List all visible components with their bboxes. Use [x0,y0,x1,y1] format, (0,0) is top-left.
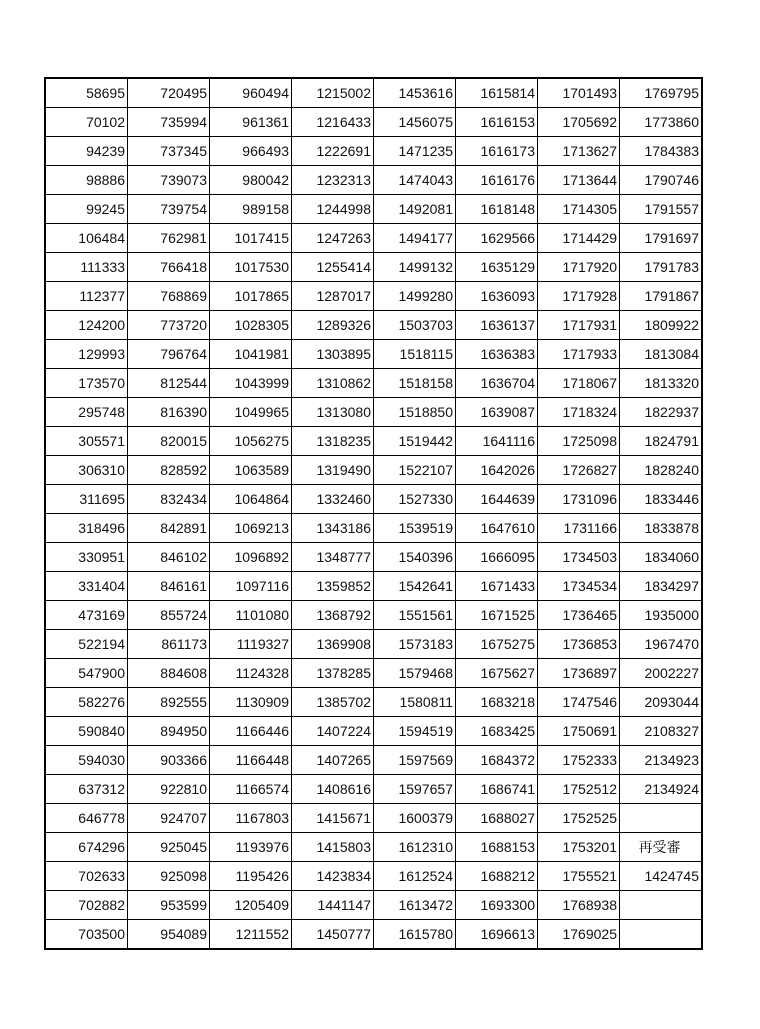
table-cell: 1518115 [374,340,456,369]
table-cell: 1705692 [538,108,620,137]
table-cell: 1166446 [210,717,292,746]
table-cell: 960494 [210,78,292,108]
table-cell: 954089 [128,920,210,950]
table-cell: 1539519 [374,514,456,543]
table-cell: 773720 [128,311,210,340]
table-cell: 1935000 [620,601,703,630]
table-cell: 812544 [128,369,210,398]
table-cell [620,891,703,920]
table-cell: 925098 [128,862,210,891]
table-cell: 762981 [128,224,210,253]
table-cell: 925045 [128,833,210,862]
table-row [45,688,702,717]
table-cell: 1385702 [292,688,374,717]
table-cell: 1791557 [620,195,703,224]
table-row [45,282,702,311]
table-cell: 828592 [128,456,210,485]
table-cell: 1348777 [292,543,374,572]
table-cell: 1232313 [292,166,374,195]
table-cell: 1205409 [210,891,292,920]
table-cell: 98886 [45,166,128,195]
table-row [45,775,702,804]
table-cell: 846161 [128,572,210,601]
table-row [45,340,702,369]
table-cell: 1713644 [538,166,620,195]
table-cell: 1967470 [620,630,703,659]
table-cell: 1289326 [292,311,374,340]
table-cell: 1813084 [620,340,703,369]
table-cell: 855724 [128,601,210,630]
table-cell: 1124328 [210,659,292,688]
table-row [45,369,702,398]
table-cell: 1211552 [210,920,292,950]
table-row [45,804,702,833]
table-cell: 473169 [45,601,128,630]
table-cell: 1635129 [456,253,538,282]
table-cell: 1718067 [538,369,620,398]
table-cell: 1518850 [374,398,456,427]
table-cell: 1717933 [538,340,620,369]
table-row [45,659,702,688]
table-cell: 1441147 [292,891,374,920]
table-cell: 1594519 [374,717,456,746]
table-cell: 1714429 [538,224,620,253]
table-cell: 1736897 [538,659,620,688]
table-cell: 1784383 [620,137,703,166]
table-cell: 1752512 [538,775,620,804]
table-cell: 1822937 [620,398,703,427]
table-cell: 1790746 [620,166,703,195]
table-cell: 924707 [128,804,210,833]
table-cell: 590840 [45,717,128,746]
table-cell: 1527330 [374,485,456,514]
table-cell: 1813320 [620,369,703,398]
table-cell: 330951 [45,543,128,572]
table-cell: 861173 [128,630,210,659]
table-cell: 894950 [128,717,210,746]
table-row [45,572,702,601]
table-cell: 832434 [128,485,210,514]
table-cell: 94239 [45,137,128,166]
table-cell: 1542641 [374,572,456,601]
table-cell: 1303895 [292,340,374,369]
table-cell: 1736465 [538,601,620,630]
table-row [45,485,702,514]
table-row [45,456,702,485]
table-cell: 111333 [45,253,128,282]
table-cell: 1675275 [456,630,538,659]
table-cell: 2002227 [620,659,703,688]
table-cell: 1688212 [456,862,538,891]
table-row [45,891,702,920]
table-cell: 1522107 [374,456,456,485]
table-cell: 739754 [128,195,210,224]
table-cell: 1639087 [456,398,538,427]
table-cell: 1423834 [292,862,374,891]
table-cell: 1255414 [292,253,374,282]
table-row [45,862,702,891]
table-cell: 1017865 [210,282,292,311]
table-cell: 106484 [45,224,128,253]
table-cell: 1056275 [210,427,292,456]
table-cell: 1518158 [374,369,456,398]
table-cell: 99245 [45,195,128,224]
table-cell [620,920,703,950]
table-cell: 1499132 [374,253,456,282]
table-cell: 1319490 [292,456,374,485]
table-cell: 737345 [128,137,210,166]
table-cell: 961361 [210,108,292,137]
table-cell: 884608 [128,659,210,688]
table-cell: 1573183 [374,630,456,659]
table-cell: 1791867 [620,282,703,311]
table-cell: 1028305 [210,311,292,340]
table-cell: 1736853 [538,630,620,659]
table-cell: 1313080 [292,398,374,427]
table-cell: 1629566 [456,224,538,253]
table-row [45,514,702,543]
table-cell: 1017530 [210,253,292,282]
table-cell: 1701493 [538,78,620,108]
table-cell: 582276 [45,688,128,717]
table-cell: 1453616 [374,78,456,108]
table-cell: 1717920 [538,253,620,282]
table-cell: 892555 [128,688,210,717]
table-cell: 311695 [45,485,128,514]
table-cell: 739073 [128,166,210,195]
table-cell: 1580811 [374,688,456,717]
table-cell: 1834060 [620,543,703,572]
table-cell: 1519442 [374,427,456,456]
table-cell: 1343186 [292,514,374,543]
table-cell: 1287017 [292,282,374,311]
table-cell: 1424745 [620,862,703,891]
table-cell: 1683218 [456,688,538,717]
table-cell: 1734503 [538,543,620,572]
table-cell: 1688153 [456,833,538,862]
table-cell: 1247263 [292,224,374,253]
table-cell: 1713627 [538,137,620,166]
table-cell: 842891 [128,514,210,543]
table-cell: 1096892 [210,543,292,572]
table-cell: 1636383 [456,340,538,369]
table-cell: 1731166 [538,514,620,543]
table-row [45,137,702,166]
table-row [45,398,702,427]
table-cell: 674296 [45,833,128,862]
table-cell: 1332460 [292,485,374,514]
table-cell: 1613472 [374,891,456,920]
table-cell: 1579468 [374,659,456,688]
table-row [45,543,702,572]
table-cell: 702633 [45,862,128,891]
table-cell: 816390 [128,398,210,427]
table-cell: 1494177 [374,224,456,253]
table-cell: 1750691 [538,717,620,746]
table-cell: 1731096 [538,485,620,514]
table-cell: 1318235 [292,427,374,456]
table-row [45,601,702,630]
table-cell: 112377 [45,282,128,311]
table-cell: 1166574 [210,775,292,804]
table-cell: 1666095 [456,543,538,572]
table-cell: 1725098 [538,427,620,456]
table-cell: 2108327 [620,717,703,746]
table-cell: 70102 [45,108,128,137]
table-cell: 1636093 [456,282,538,311]
table-cell: 1752525 [538,804,620,833]
table-cell: 1828240 [620,456,703,485]
table-cell: 1833878 [620,514,703,543]
table-cell: 1693300 [456,891,538,920]
table-cell: 1499280 [374,282,456,311]
table-cell: 1647610 [456,514,538,543]
table-cell: 129993 [45,340,128,369]
table-cell: 1726827 [538,456,620,485]
table-cell: 1752333 [538,746,620,775]
table-cell: 1616153 [456,108,538,137]
table-cell: 1686741 [456,775,538,804]
table-cell: 1193976 [210,833,292,862]
table-cell: 1597657 [374,775,456,804]
table-cell: 1791783 [620,253,703,282]
table-cell: 1492081 [374,195,456,224]
table-cell: 1755521 [538,862,620,891]
table-cell: 1834297 [620,572,703,601]
table-cell: 1456075 [374,108,456,137]
table-cell: 1636704 [456,369,538,398]
table-cell: 1369908 [292,630,374,659]
table-cell: 1017415 [210,224,292,253]
table-cell: 702882 [45,891,128,920]
table-cell: 796764 [128,340,210,369]
table-cell: 903366 [128,746,210,775]
table-cell: 1616173 [456,137,538,166]
table-cell: 1636137 [456,311,538,340]
table-cell: 820015 [128,427,210,456]
table-row [45,195,702,224]
table-cell: 1215002 [292,78,374,108]
table-cell: 1671433 [456,572,538,601]
table-cell: 966493 [210,137,292,166]
table-cell: 1675627 [456,659,538,688]
table-cell: 2134924 [620,775,703,804]
table-cell: 2093044 [620,688,703,717]
table-cell: 再受審 [620,833,703,862]
table-cell: 1768938 [538,891,620,920]
table-cell: 1167803 [210,804,292,833]
table-cell: 1101080 [210,601,292,630]
table-cell: 989158 [210,195,292,224]
table-cell: 922810 [128,775,210,804]
table-cell: 1474043 [374,166,456,195]
table-cell: 1769795 [620,78,703,108]
table-cell: 1551561 [374,601,456,630]
table-cell: 305571 [45,427,128,456]
table-cell: 1378285 [292,659,374,688]
table-cell: 953599 [128,891,210,920]
table-cell: 1310862 [292,369,374,398]
table-row [45,78,702,108]
table-cell: 1166448 [210,746,292,775]
table-cell: 846102 [128,543,210,572]
table-cell: 1097116 [210,572,292,601]
table-cell: 1688027 [456,804,538,833]
table-cell: 1359852 [292,572,374,601]
table-cell: 1684372 [456,746,538,775]
table-cell: 1718324 [538,398,620,427]
table-cell: 646778 [45,804,128,833]
table-cell: 1671525 [456,601,538,630]
table-cell: 1769025 [538,920,620,950]
table-cell: 1833446 [620,485,703,514]
table-cell: 1222691 [292,137,374,166]
table-cell: 1069213 [210,514,292,543]
table-cell: 768869 [128,282,210,311]
table-cell: 1119327 [210,630,292,659]
table-cell: 1244998 [292,195,374,224]
table-cell: 1049965 [210,398,292,427]
table-cell: 1041981 [210,340,292,369]
table-cell: 1642026 [456,456,538,485]
table-cell [620,804,703,833]
table-cell: 1717931 [538,311,620,340]
table-row [45,717,702,746]
table-cell: 1415671 [292,804,374,833]
table-cell: 1747546 [538,688,620,717]
table-row [45,224,702,253]
number-table [44,77,703,950]
table-row [45,630,702,659]
table-cell: 766418 [128,253,210,282]
table-cell: 1471235 [374,137,456,166]
table-cell: 1216433 [292,108,374,137]
table-cell: 306310 [45,456,128,485]
table-cell: 1641116 [456,427,538,456]
table-cell: 735994 [128,108,210,137]
table-cell: 1714305 [538,195,620,224]
table-cell: 1415803 [292,833,374,862]
table-cell: 1600379 [374,804,456,833]
table-cell: 1809922 [620,311,703,340]
table-cell: 1612310 [374,833,456,862]
table-cell: 1407224 [292,717,374,746]
table-cell: 1753201 [538,833,620,862]
table-cell: 703500 [45,920,128,950]
table-cell: 547900 [45,659,128,688]
table-cell: 1615814 [456,78,538,108]
table-row [45,746,702,775]
table-cell: 1791697 [620,224,703,253]
table-cell: 1616176 [456,166,538,195]
table-row [45,311,702,340]
table-cell: 2134923 [620,746,703,775]
table-row [45,427,702,456]
table-row [45,920,702,950]
table-cell: 637312 [45,775,128,804]
table-row [45,166,702,195]
table-cell: 331404 [45,572,128,601]
table-cell: 720495 [128,78,210,108]
table-row [45,253,702,282]
table-cell: 1063589 [210,456,292,485]
table-cell: 173570 [45,369,128,398]
table-cell: 318496 [45,514,128,543]
table-cell: 1612524 [374,862,456,891]
table-cell: 1683425 [456,717,538,746]
table-cell: 58695 [45,78,128,108]
table-cell: 1043999 [210,369,292,398]
table-cell: 1130909 [210,688,292,717]
table-cell: 980042 [210,166,292,195]
table-cell: 1064864 [210,485,292,514]
table-cell: 1618148 [456,195,538,224]
table-cell: 1717928 [538,282,620,311]
number-table-body [45,78,702,949]
table-cell: 1368792 [292,601,374,630]
table-cell: 1824791 [620,427,703,456]
table-cell: 594030 [45,746,128,775]
table-cell: 1734534 [538,572,620,601]
table-cell: 1540396 [374,543,456,572]
table-cell: 1644639 [456,485,538,514]
table-cell: 1597569 [374,746,456,775]
table-cell: 124200 [45,311,128,340]
table-cell: 1408616 [292,775,374,804]
table-cell: 1615780 [374,920,456,950]
table-cell: 1195426 [210,862,292,891]
table-cell: 1503703 [374,311,456,340]
table-cell: 295748 [45,398,128,427]
table-row [45,108,702,137]
table-cell: 1450777 [292,920,374,950]
table-cell: 1773860 [620,108,703,137]
table-cell: 1696613 [456,920,538,950]
table-cell: 1407265 [292,746,374,775]
table-row [45,833,702,862]
table-cell: 522194 [45,630,128,659]
